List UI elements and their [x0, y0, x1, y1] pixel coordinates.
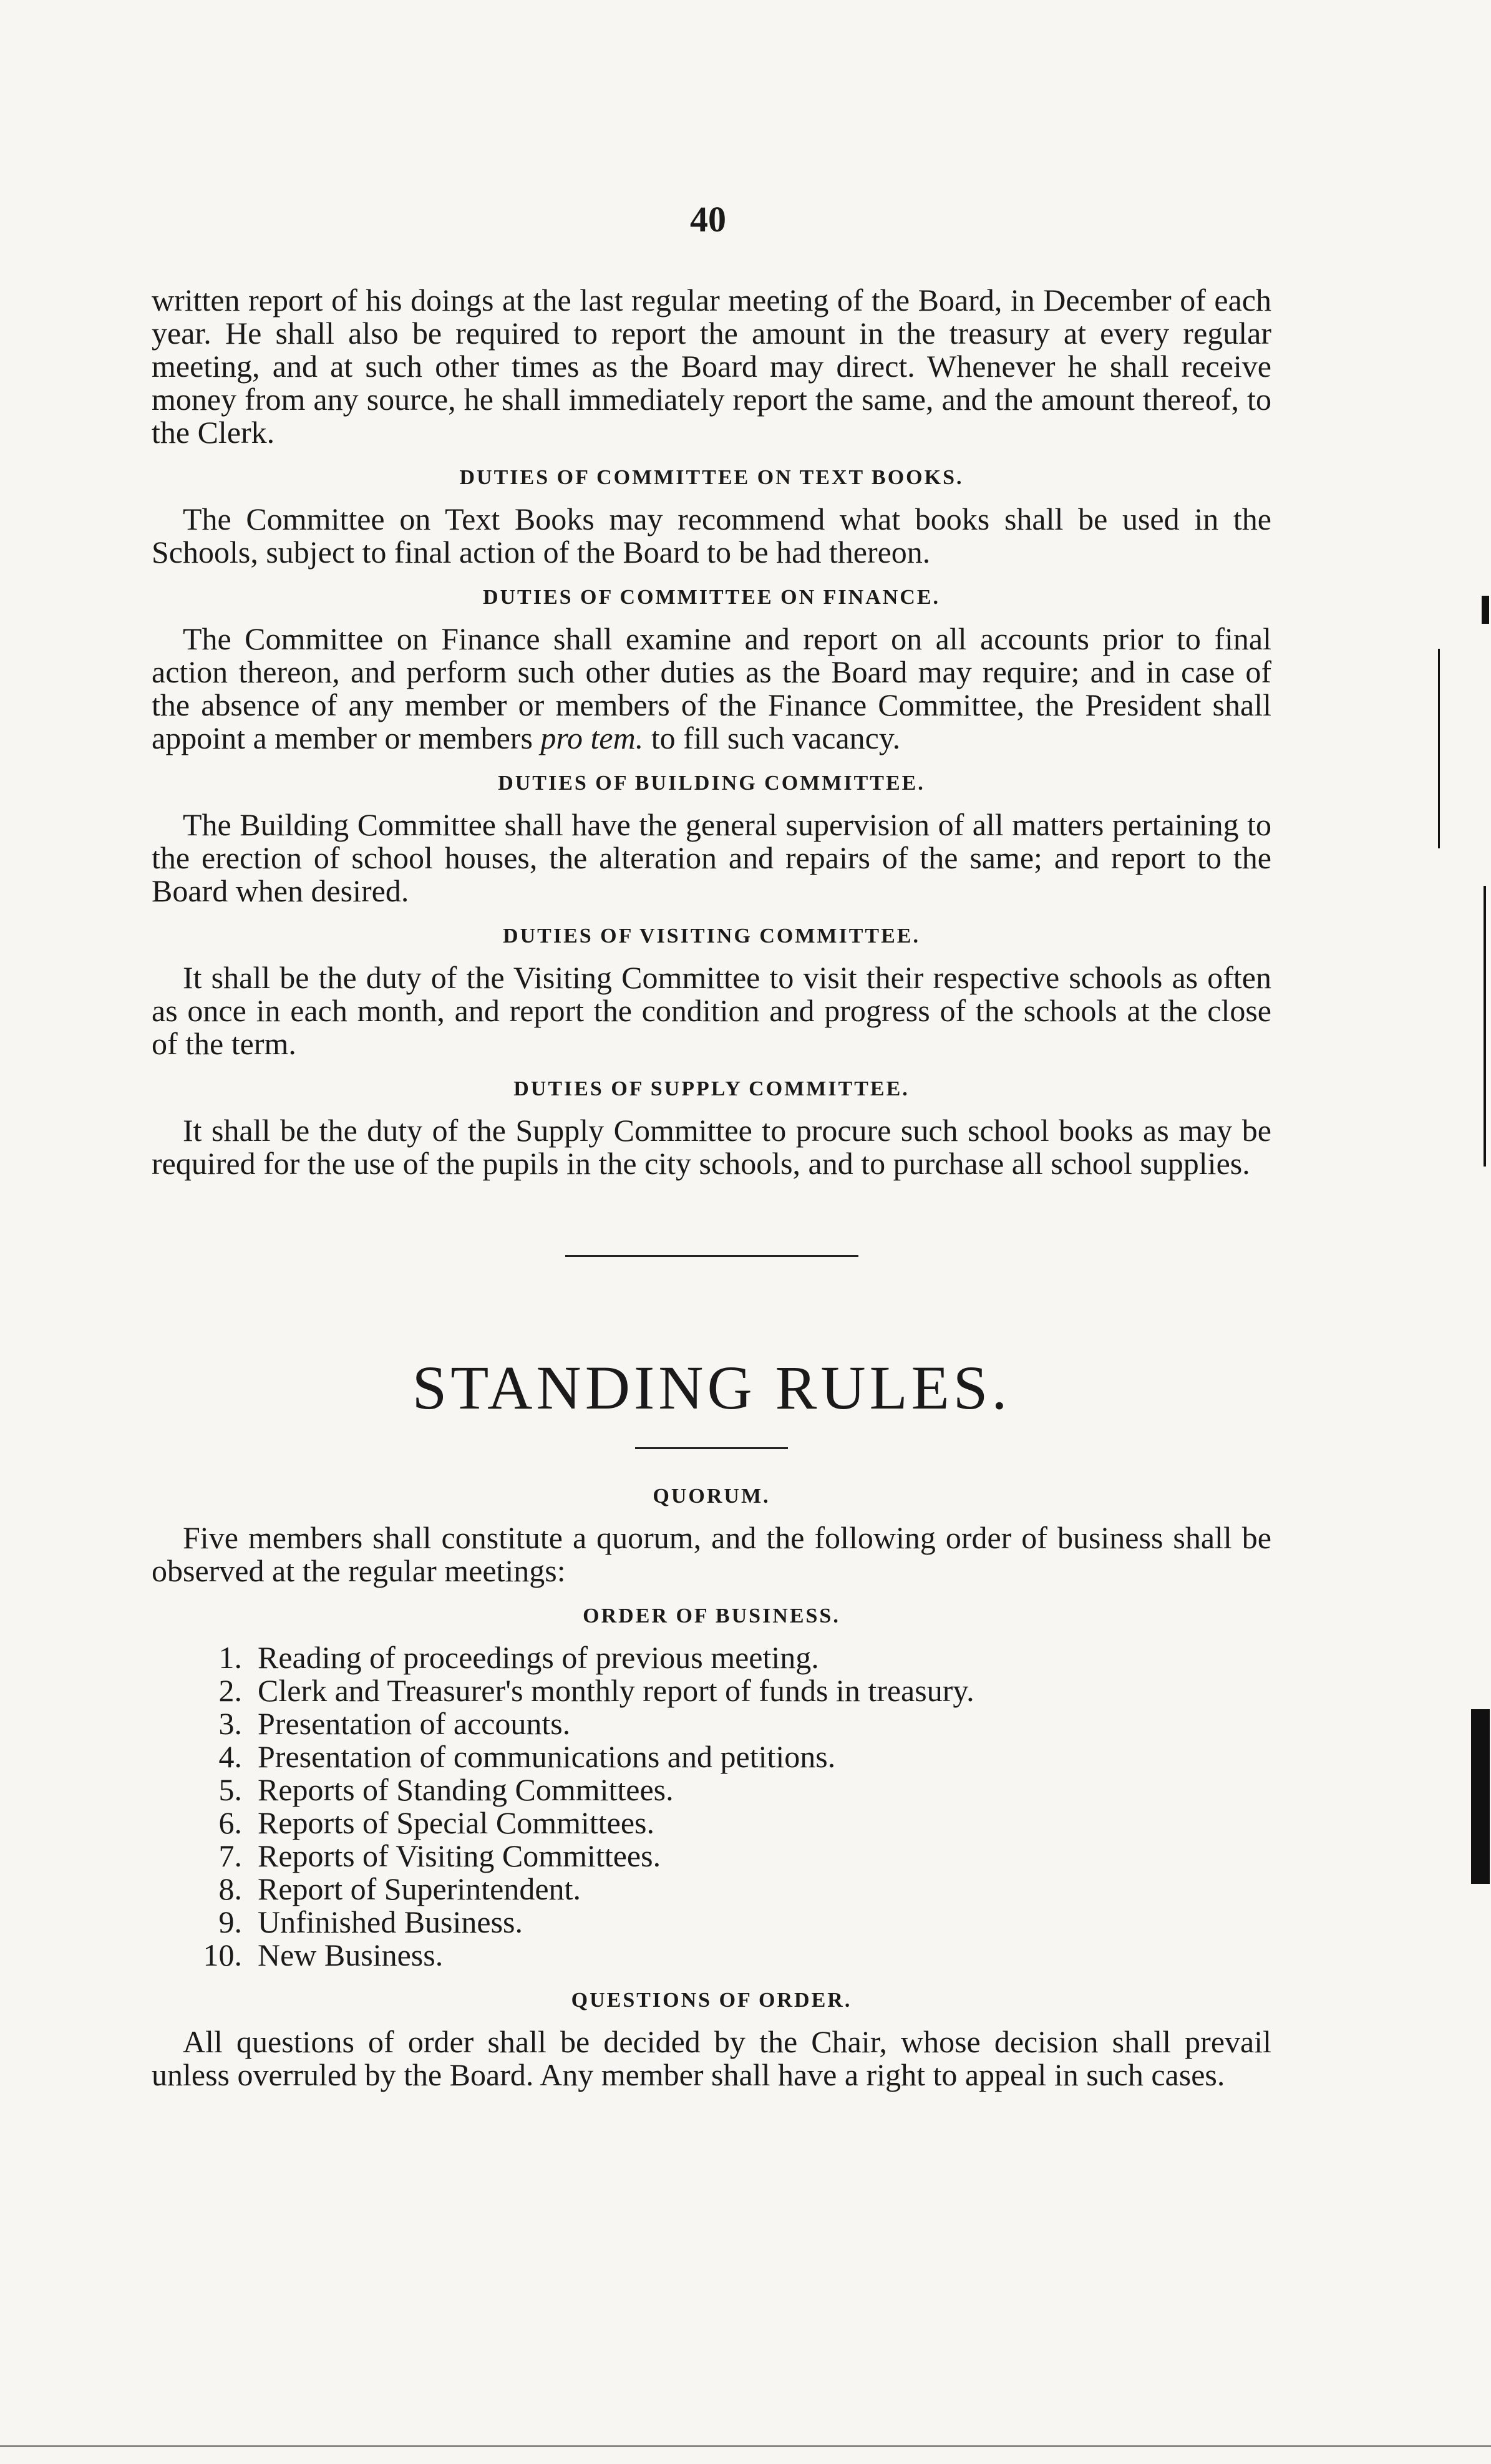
scan-edge-mark — [1471, 1709, 1490, 1884]
section-body: The Committee on Finance shall examine and report on all accounts prior to final action thereon, and perform such other duties as the Board may require; and in case of the absence of any member or members of the Finance Committee, the President shall appoint a member or members pro tem. to fill such vacancy. — [152, 621, 1271, 755]
section-finance — [152, 585, 1271, 755]
section-supply — [152, 1077, 1271, 1180]
questions-body: All questions of order shall be decided by the Chair, whose decision shall prevail unless overruled by the Board. Any member shall have a right to appeal in such cases. — [152, 2024, 1271, 2092]
list-item: 10. New Business. — [203, 1938, 444, 1972]
section-body: The Building Committee shall have the general supervision of all matters pertaining to the erection of school houses, the alteration and repairs of the same; and report to the Board when desired. — [152, 807, 1271, 908]
order-heading: ORDER OF BUSINESS. — [583, 1604, 840, 1627]
section-building — [152, 771, 1271, 908]
text-column — [152, 284, 1271, 2092]
page-number: 40 — [690, 199, 726, 240]
list-item: 7. Reports of Visiting Committees. — [218, 1838, 661, 1873]
section-body: The Committee on Text Books may recommend what books shall be used in the Schools, subject to final action of the Board to be had thereon. — [152, 502, 1271, 570]
section-heading: DUTIES OF COMMITTEE ON FINANCE. — [482, 586, 941, 609]
scan-edge-mark — [1484, 886, 1486, 1167]
standing-rules-title: STANDING RULES. — [412, 1353, 1011, 1422]
italic-phrase: pro tem. — [540, 720, 644, 755]
list-item: 3. Presentation of accounts. — [218, 1706, 571, 1741]
section-text-books — [152, 465, 1271, 569]
questions-heading: QUESTIONS OF ORDER. — [571, 1989, 852, 2012]
scan-edge-mark — [0, 2445, 1491, 2447]
scan-edge-mark — [1438, 649, 1440, 848]
section-heading: DUTIES OF SUPPLY COMMITTEE. — [513, 1077, 910, 1100]
list-item: 1. Reading of proceedings of previous meeting. — [218, 1640, 819, 1675]
quorum-heading: QUORUM. — [653, 1485, 770, 1508]
section-heading: DUTIES OF BUILDING COMMITTEE. — [498, 772, 925, 795]
section-heading: DUTIES OF VISITING COMMITTEE. — [503, 924, 920, 948]
section-visiting — [152, 924, 1271, 1060]
section-body: It shall be the duty of the Supply Committee to procure such school books as may be required for the use of the pupils in the city schools, and to purchase all school supplies. — [152, 1113, 1271, 1181]
section-body: It shall be the duty of the Visiting Committee to visit their respective schools as often as once in each month, and report the condition and progress of the schools at the close of the term. — [152, 960, 1271, 1061]
quorum-body: Five members shall constitute a quorum, and the following order of business shall be observed at the regular meetings: — [152, 1520, 1271, 1588]
list-item: 4. Presentation of communications and petitions. — [218, 1739, 836, 1774]
opening-paragraph: written report of his doings at the last regular meeting of the Board, in December of each year. He shall also be required to report the amount in the treasury at every regular meeting, and at such other times as the Board may direct. Whenever he shall receive money from any source, he shall immediately report the same, and the amount thereof, to the Clerk. — [152, 283, 1271, 450]
list-item: 9. Unfinished Business. — [218, 1904, 523, 1939]
section-heading: DUTIES OF COMMITTEE ON TEXT BOOKS. — [459, 466, 964, 489]
list-item: 6. Reports of Special Committees. — [218, 1805, 655, 1840]
list-item: 8. Report of Superintendent. — [218, 1871, 581, 1906]
scan-edge-mark — [1482, 596, 1489, 624]
list-item: 2. Clerk and Treasurer's monthly report of funds in treasury. — [218, 1673, 974, 1708]
order-of-business-list — [152, 1641, 1271, 1972]
list-item: 5. Reports of Standing Committees. — [218, 1772, 674, 1807]
